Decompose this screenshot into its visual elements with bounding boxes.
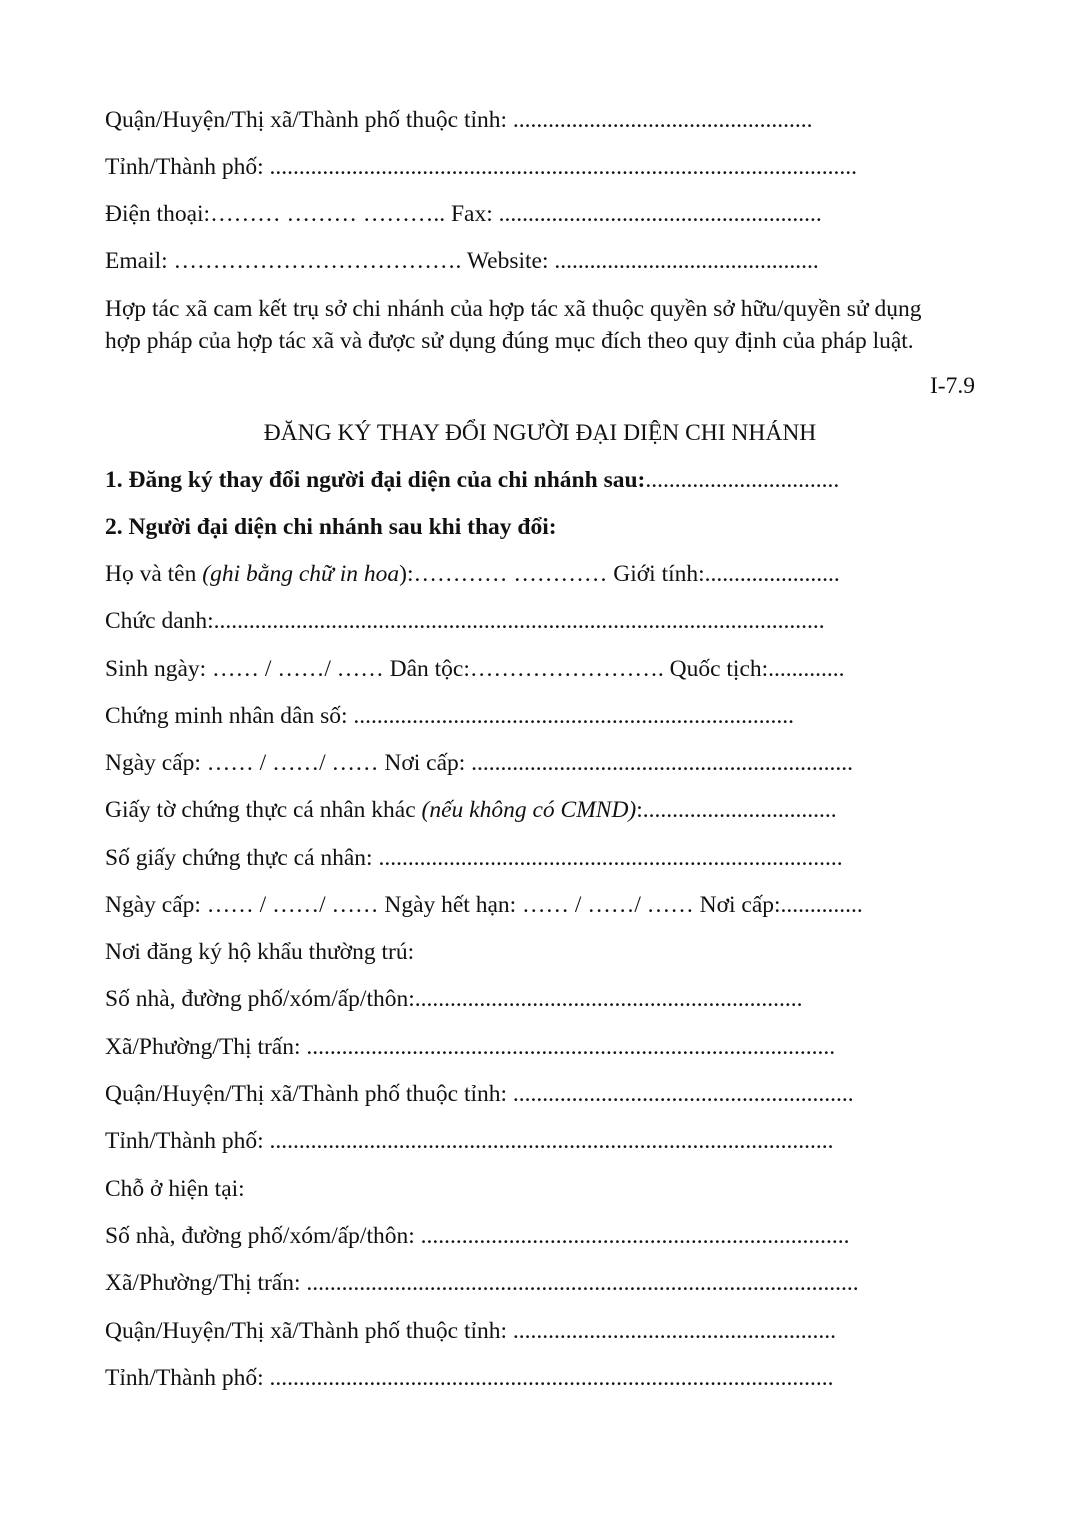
full-name-label: Họ và tên [105, 561, 203, 587]
permanent-residence-heading: Nơi đăng ký hộ khẩu thường trú: [105, 939, 415, 965]
other-document-note: (nếu không có CMND) [421, 797, 637, 823]
job-title-field: Chức danh:........................................................................................................ [105, 608, 825, 634]
permanent-street-field: Số nhà, đường phố/xóm/ấp/thôn:.................................................................. [105, 986, 803, 1012]
item-2-label: 2. Người đại diện chi nhánh sau khi thay đổi: [105, 514, 557, 540]
item-1 [105, 469, 839, 493]
permanent-district-field: Quận/Huyện/Thị xã/Thành phố thuộc tỉnh: .......................................................... [105, 1081, 854, 1107]
personal-document-number-field: Số giấy chứng thực cá nhân: ............................................................................... [105, 845, 843, 871]
id-number-field: Chứng minh nhân dân số: ........................................................................... [105, 703, 795, 729]
full-name-gender: ):………… ………… Giới tính:....................... [399, 561, 840, 587]
current-district-field: Quận/Huyện/Thị xã/Thành phố thuộc tỉnh: ....................................................... [105, 1318, 837, 1344]
current-province-field: Tỉnh/Thành phố: ................................................................................................ [105, 1365, 834, 1391]
current-street-field: Số nhà, đường phố/xóm/ấp/thôn: ......................................................................... [105, 1223, 850, 1249]
item-1-label: 1. Đăng ký thay đổi người đại diện của chi nhánh sau: [105, 467, 646, 493]
permanent-ward-field: Xã/Phường/Thị trấn: .......................................................................................... [105, 1034, 836, 1060]
commitment-line-1: Hợp tác xã cam kết trụ sở chi nhánh của hợp tác xã thuộc quyền sở hữu/quyền sử dụng [105, 296, 922, 322]
other-document-label: Giấy tờ chứng thực cá nhân khác [105, 797, 422, 823]
commitment-paragraph [105, 293, 985, 357]
full-name-field [105, 563, 840, 587]
branch-email-website-field: Email: ………………………………. Website: ............................................. [105, 248, 819, 274]
section-title: ĐĂNG KÝ THAY ĐỔI NGƯỜI ĐẠI DIỆN CHI NHÁNH [263, 420, 817, 446]
form-code: I-7.9 [929, 373, 975, 399]
commitment-line-2: hợp pháp của hợp tác xã và được sử dụng đúng mục đích theo quy định của pháp luật. [105, 328, 914, 354]
branch-province-field: Tỉnh/Thành phố: .................................................................................................... [105, 154, 857, 180]
id-issue-field: Ngày cấp: …… / ……/ …… Nơi cấp: ................................................................. [105, 750, 854, 776]
full-name-note: (ghi bằng chữ in hoa [202, 561, 400, 587]
other-document-dots: :................................. [636, 797, 837, 823]
other-document-field [105, 799, 837, 823]
item-1-dots: ................................. [645, 467, 840, 493]
permanent-province-field: Tỉnh/Thành phố: ................................................................................................ [105, 1128, 834, 1154]
branch-district-field: Quận/Huyện/Thị xã/Thành phố thuộc tỉnh: ................................................... [105, 107, 813, 133]
current-residence-heading: Chỗ ở hiện tại: [105, 1176, 245, 1202]
personal-document-issue-field: Ngày cấp: …… / ……/ …… Ngày hết hạn: …… / ……/ …… Nơi cấp:.............. [105, 892, 863, 918]
branch-phone-fax-field: Điện thoại:……… ……… ……….. Fax: ....................................................... [105, 201, 822, 227]
current-ward-field: Xã/Phường/Thị trấn: .............................................................................................. [105, 1270, 859, 1296]
birth-ethnicity-nationality-field: Sinh ngày: …… / ……/ …… Dân tộc:……………………. Quốc tịch:............. [105, 656, 845, 682]
